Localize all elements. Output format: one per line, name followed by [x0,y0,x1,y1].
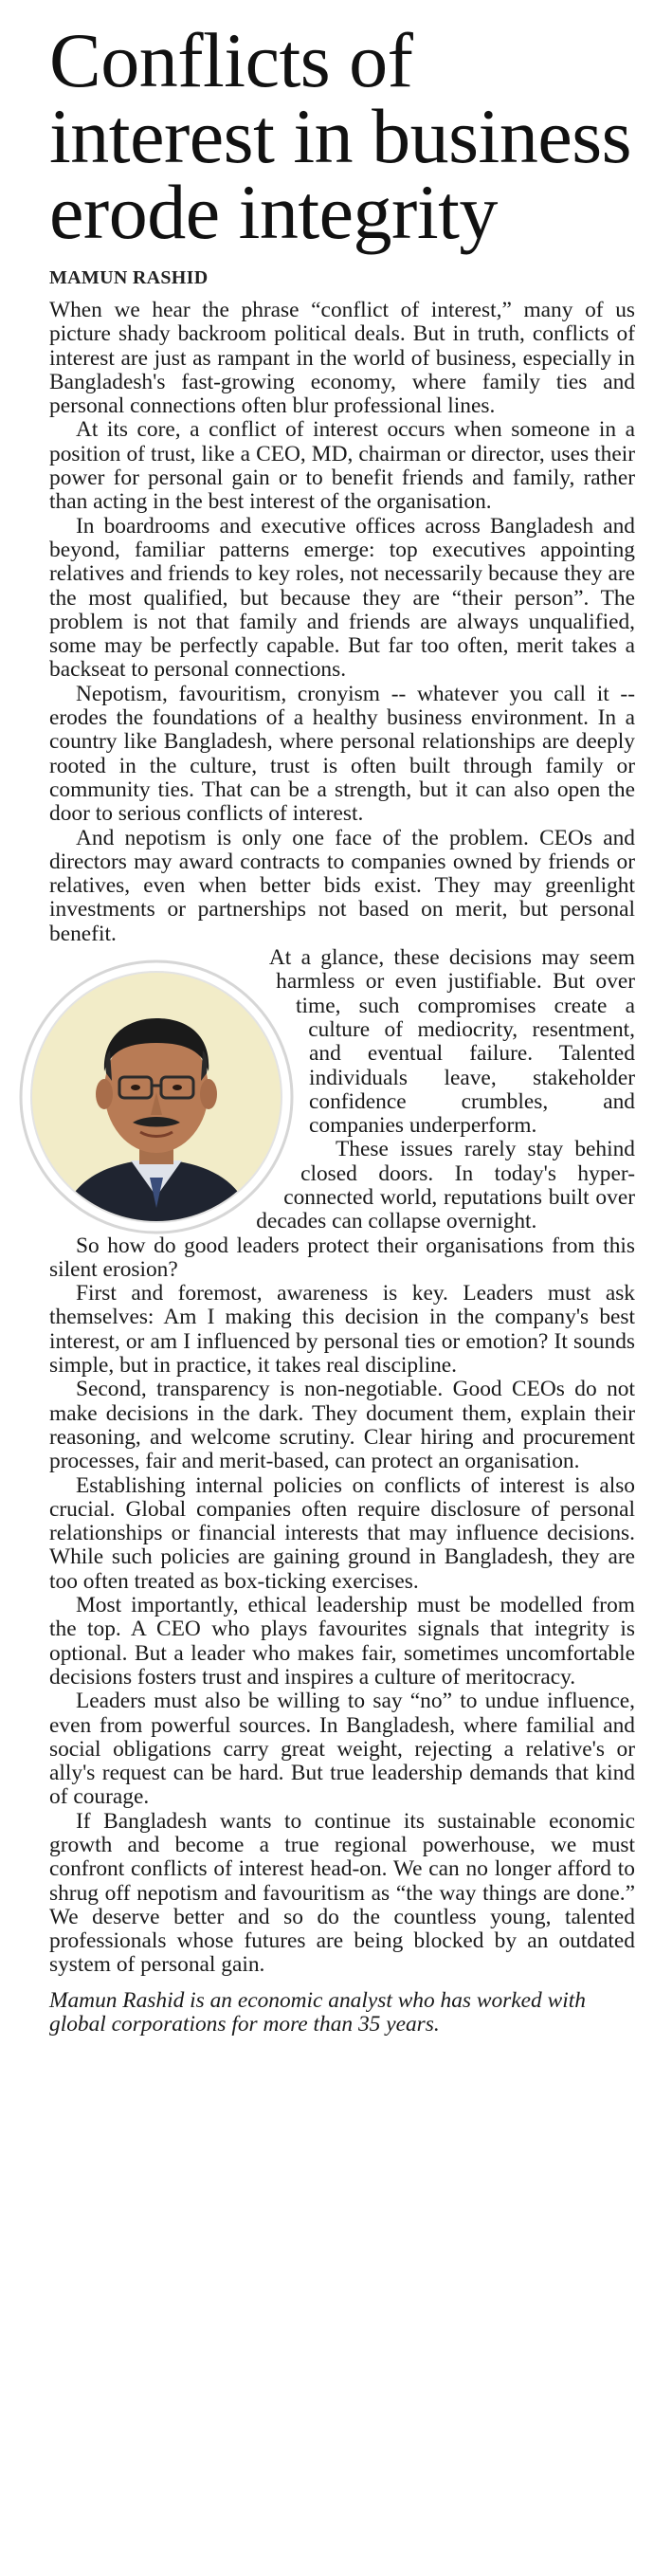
paragraph-14: If Bangladesh wants to continue its sustainable economic growth and become a true regional powerhouse, we must confront conflicts of interest head-on. We can no longer afford to shrug off nepotism and favouritism as “the way things are done.” We deserve better and so do the countless young, talented professionals whose futures are being blocked by an outdated system of personal gain. [49,1808,635,1978]
author-portrait [19,959,294,1234]
paragraph-10: Second, transparency is non-negotiable. Good CEOs do not make decisions in the dark. They document them, explain their reasoning, and welcome scrutiny. Clear hiring and procurement processes, fair and merit-based, can protect an organisation. [49,1377,635,1474]
author-note: Mamun Rashid is an economic analyst who has worked with global corporations for more than 35 years. [49,1987,586,2037]
paragraph-13: Leaders must also be willing to say “no” to undue influence, even from powerful sources. In Bangladesh, where familial and social obligations carry great weight, rejecting a relative's or ally's request can be hard. But true leadership demands that kind of courage. [49,1689,635,1810]
paragraph-6: At a glance, these decisions may seem harmless or even justifiable. But over time, such compromises create a culture of mediocrity, resentment, and eventual failure. Talented individuals leave, stakeholder confidence crumbles, and companies underperform. [268,945,635,1139]
paragraph-2: At its core, a conflict of interest occurs when someone in a position of trust, like a CEO, MD, chairman or director, uses their power for personal gain or to benefit friends and family, rather than acting in the best interest of the organisation. [49,417,635,515]
article-body [49,299,635,1978]
paragraph-7: These issues rarely stay behind closed doors. In today's hyper-connected world, reputations built over decades can collapse overnight. [256,1137,635,1234]
article-headline: Conflicts of interest in business erode integrity [49,17,632,255]
paragraph-8: So how do good leaders protect their organisations from this silent erosion? [49,1233,635,1282]
paragraph-11: Establishing internal policies on conflicts of interest is also crucial. Global companies often require disclosure of personal relationships or financial interests that may influence decisions. While such policies are gaining ground in Bangladesh, they are too often treated as box-ticking exercises. [49,1472,635,1594]
paragraph-9: First and foremost, awareness is key. Leaders must ask themselves: Am I making this decision in the company's best interest, or am I influenced by personal ties or emotion? It sounds simple, but in practice, it takes real discipline. [49,1281,635,1379]
paragraph-4: Nepotism, favouritism, cronyism -- whatever you call it -- erodes the foundations of a healthy business environment. In a country like Bangladesh, where personal relationships are deeply rooted in the culture, trust is often built through family or community ties. That can be a strength, but it can also open the door to serious conflicts of interest. [49,681,635,827]
paragraph-3: In boardrooms and executive offices across Bangladesh and beyond, familiar patterns emerge: top executives appointing relatives and friends to key roles, not necessarily because they are the most qualified, but because they are “their person”. The problem is not that family and friends are always unqualified, some may be perfectly capable. But far too often, merit takes a backseat to personal connections. [49,513,635,683]
paragraph-5: And nepotism is only one face of the problem. CEOs and directors may award contracts to companies owned by friends or relatives, even when better bids exist. They may greenlight investments or partnerships not based on merit, but personal benefit. [49,825,635,946]
author-portrait-illustration [19,959,294,1234]
article-byline: MAMUN RASHID [49,267,209,288]
paragraph-12: Most importantly, ethical leadership must be modelled from the top. A CEO who plays favourites signals that integrity is optional. But a leader who makes fair, sometimes uncomfortable decisions fosters trust and inspires a culture of meritocracy. [49,1593,635,1690]
paragraph-1: When we hear the phrase “conflict of interest,” many of us picture shady backroom political deals. But in truth, conflicts of interest are just as rampant in the world of business, especially in Bangladesh's fast-growing economy, where family ties and personal connections often blur professional lines. [49,298,635,419]
